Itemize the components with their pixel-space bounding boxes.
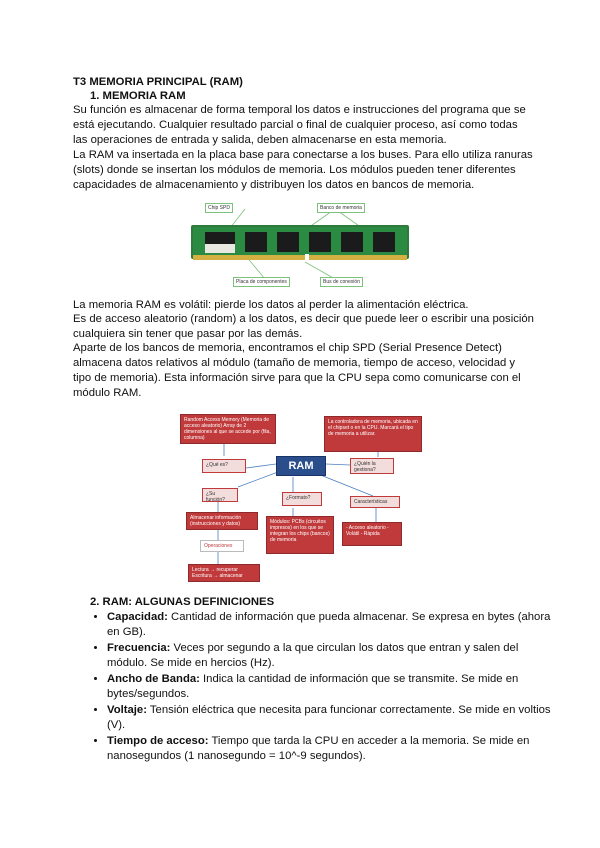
diagram-controladora: La controladora de memoria, ubicada en el chipset o en la CPU. Marcará el tipo de memoria a utilizar. [324,416,422,452]
paragraph-1: Su función es almacenar de forma temporal los datos e instrucciones del programa que se está ejecutando. Cualquier resultado parcial o final de cualquier proceso, así como todas las operaciones de entrada y salida, deben almacenarse en esta memoria. [73,104,526,146]
diagram-center-ram: RAM [276,456,326,476]
ram-module-image [185,197,415,292]
definition-text: Veces por segundo a la que circulan los datos que entran y salen del módulo. Se mide en hercios (Hz). [107,642,519,669]
definition-term: Tiempo de acceso: [107,735,209,747]
label-placa-componentes: Placa de componentes [233,277,290,287]
section-2-heading: 2. RAM: ALGUNAS DEFINICIONES [90,596,275,608]
diagram-random-access: Random Access Memory (Memoria de acceso aleatorio) Array de 2 dimensiones al que se accede por (fila, columna) [180,414,276,444]
definition-term: Frecuencia: [107,642,171,654]
ram-concept-diagram [178,412,424,584]
page-title: T3 MEMORIA PRINCIPAL (RAM) [73,76,243,88]
definition-item [107,672,552,702]
definition-item [107,641,552,671]
diagram-formato: ¿Formato? [282,492,322,506]
diagram-lectura: Lectura → recuperar Escritura → almacenar [188,564,260,582]
definition-item [107,734,552,764]
paragraph-3: La memoria RAM es volátil: pierde los datos al perder la alimentación eléctrica. [73,299,469,311]
definitions-list [90,610,552,765]
diagram-quien: ¿Quién la gestiona? [350,458,394,474]
label-bus-conexion: Bus de conexión [320,277,363,287]
definition-term: Voltaje: [107,704,147,716]
definition-text: Cantidad de información que pueda almacenar. Se expresa en bytes (ahora en GB). [107,611,551,638]
definition-term: Capacidad: [107,611,168,623]
definition-text: Tensión eléctrica que necesita para funcionar correctamente. Se mide en voltios (V). [107,704,551,731]
definition-item [107,610,552,640]
paragraph-4: Es de acceso aleatorio (random) a los datos, es decir que puede leer o escribir una posición cualquiera sin tener que pasar por las demás. [73,313,534,340]
section-1-heading: 1. MEMORIA RAM [90,90,186,102]
label-chip-spd: Chip SPD [205,203,233,213]
diagram-su-funcion: ¿Su función? [202,488,238,502]
definition-text: Indica la cantidad de información que se transmite. Se mide en bytes/segundos. [107,673,519,700]
diagram-caracteristicas: Características [350,496,400,508]
diagram-almacenar: Almacenar información (instrucciones y datos) [186,512,258,530]
label-banco-memoria: Banco de memoria [317,203,365,213]
diagram-operaciones: Operaciones [200,540,244,552]
paragraph-2: La RAM va insertada en la placa base para conectarse a los buses. Para ello utiliza ranuras (slots) donde se insertan los módulos de memoria. Los módulos pueden tener diferentes capacidades de almacenamiento y distribuyen los datos en bancos de memoria. [73,149,533,191]
definition-text: Tiempo que tarda la CPU en acceder a la memoria. Se mide en nanosegundos (1 nanosegundo = 10^-9 segundos). [107,735,530,762]
paragraph-5: Aparte de los bancos de memoria, encontramos el chip SPD (Serial Presence Detect) almacena datos relativos al módulo (tamaño de memoria, tiempo de acceso, velocidad y tipo de memoria). Esta información sirve para que la CPU sepa como comunicarse con el módulo RAM. [73,342,521,399]
diagram-que-es: ¿Qué es? [202,459,246,473]
definition-term: Ancho de Banda: [107,673,200,685]
diagram-modulos: Módulos: PCBs (circuitos impresos) en los que se integran los chips (bancos) de memoria [266,516,334,554]
definition-item [107,703,552,733]
diagram-caract-list: - Acceso aleatorio - Volátil - Rápida [342,522,402,546]
